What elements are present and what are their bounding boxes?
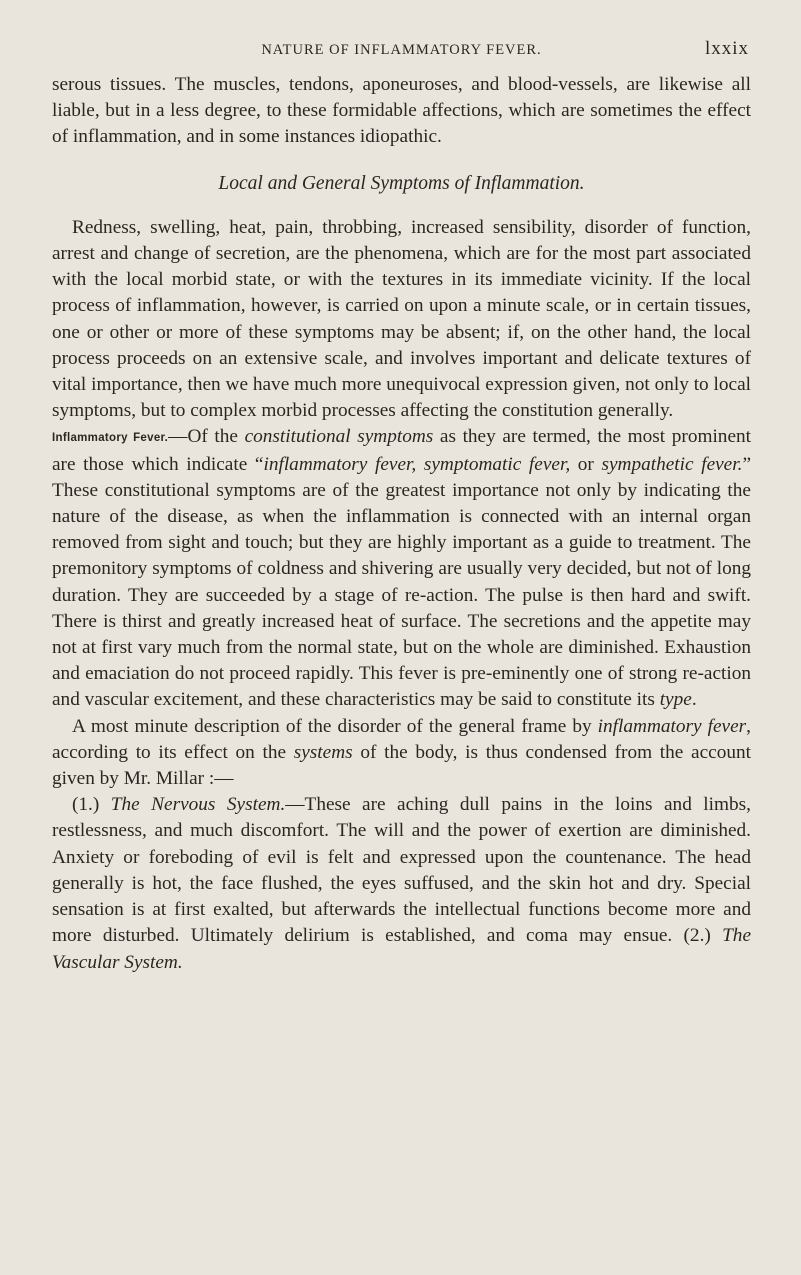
italic-run: inflammatory fever, symptomatic fever, (263, 453, 571, 475)
text-run: as they are termed, the most prominent are those which indicate “ (52, 426, 752, 475)
italic-run: systems (293, 741, 353, 763)
text-run: ” These constitutional symptoms are of the greatest importance not only by indicating the nature of the disease, as when the inflammation is connected with an internal organ removed from sight and touch; but they are highly important as a guide to treatment. The premonitory symptoms of coldness and shivering are usually very decided, but not of long duration. They are succeeded by a stage of re-action. The pulse is then hard and swift. There is thirst and greatly increased heat of surface. The secretions and the appetite may not at first vary much from the normal state, but on the whole are diminished. Exhaustion and emaciation do not proceed rapidly. This fever is pre-eminently one of strong re-action and vascular excitement, and these characteristics may be said to constitute its (52, 453, 751, 711)
paragraph-serous-tissues: serous tissues. The muscles, tendons, aponeuroses, and blood-vessels, are likewise all liable, but in a less degree, to these formidable affections, which are sometimes the effect of inflammation, and in some instances idiopathic. (52, 74, 751, 148)
sidenote-inflammatory-fever: Inflammatory Fever. (52, 432, 169, 445)
text-run: A most minute description of the disorder of the general frame by (72, 715, 598, 737)
text-run: —Of the (168, 426, 245, 448)
text-run: of the body, is thus condensed from the account given by Mr. Millar :— (52, 741, 751, 790)
paragraph-nervous-system (52, 792, 751, 975)
page-header (52, 32, 751, 72)
paragraph-local-symptoms: Redness, swelling, heat, pain, throbbing, increased sensibility, disorder of function, arrest and change of secretion, are the phenomena, which are for the most part associated with the local morbid state, or with the textures in its immediate vicinity. If the local process of inflammation, however, is carried on upon a minute scale, or in certain tissues, one or other or more of these symptoms may be absent; if, on the other hand, the local process proceeds on an extensive scale, and involves important and delicate textures of vital importance, then we have much more unequivocal expression given, not only to local symptoms, but to complex morbid processes affecting the constitution generally. (52, 216, 751, 422)
page-number: lxxix (704, 38, 749, 59)
text-run: —These are aching dull pains in the loins and limbs, restlessness, and much discomfort. The will and the power of exertion are diminished. Anxiety or foreboding of evil is felt and expressed upon the countenance. The head generally is hot, the face flushed, the eyes suffused, and the skin hot and dry. Special sensation is at first exalted, but afterwards the intellectual functions become more and more disturbed. Ultimately delirium is established, and coma may ensue. (2.) (52, 794, 751, 947)
text-run: . (691, 689, 697, 711)
text-run: , according to its effect on the (52, 715, 751, 763)
italic-run: The Vascular System. (52, 925, 751, 973)
section-heading: Local and General Symptoms of Inflammation. (218, 172, 585, 194)
text-run: or (570, 453, 602, 475)
text-run: (1.) (72, 794, 111, 816)
italic-run: constitutional symptoms (244, 426, 434, 448)
paragraph-inflammatory-fever (52, 424, 751, 713)
italic-run: inflammatory fever (597, 715, 747, 737)
paragraph-minute-description (52, 714, 751, 793)
italic-run: type (659, 689, 692, 711)
italic-run: The Nervous System. (110, 794, 286, 816)
page-body (52, 72, 751, 976)
italic-run: sympathetic fever. (601, 453, 743, 475)
running-title: NATURE OF INFLAMMATORY FEVER. (261, 42, 542, 58)
